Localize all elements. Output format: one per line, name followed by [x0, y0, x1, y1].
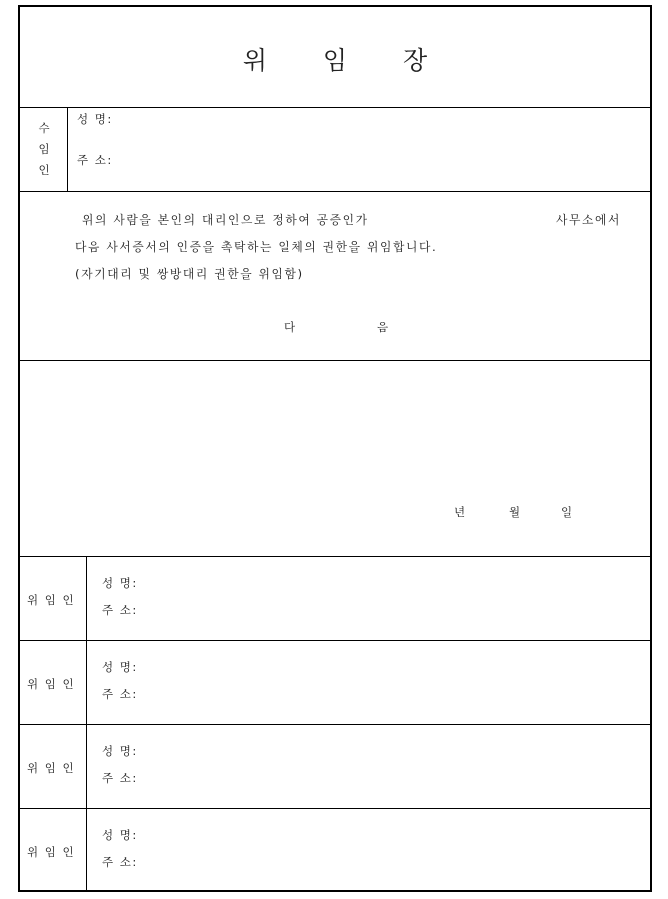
body-line-1: 위의 사람을 본인의 대리인으로 정하여 공증인가 — [82, 213, 369, 227]
delegator-1-address-label: 주 소: — [102, 603, 138, 617]
power-of-attorney-form — [18, 5, 652, 892]
body-line-3: (자기대리 및 쌍방대리 권한을 위임함) — [75, 267, 304, 281]
delegator-3-address-label: 주 소: — [102, 771, 138, 785]
delegator-3-name-label: 성 명: — [102, 744, 138, 758]
page-title — [20, 41, 650, 77]
next-heading-char-2: 음 — [377, 320, 390, 334]
divider — [20, 808, 650, 809]
next-heading-char-1: 다 — [284, 320, 297, 334]
divider — [20, 640, 650, 641]
title-char-3: 장 — [403, 46, 428, 75]
delegator-2-name-label: 성 명: — [102, 660, 138, 674]
date-day-label: 일 — [561, 505, 574, 519]
delegator-4-label: 위 임 인 — [27, 845, 76, 859]
body-line-1-office: 사무소에서 — [556, 213, 621, 227]
divider — [20, 107, 650, 108]
delegator-2-label: 위 임 인 — [27, 677, 76, 691]
divider — [20, 556, 650, 557]
delegator-2-address-label: 주 소: — [102, 687, 138, 701]
recipient-label-char-2: 임 — [38, 142, 50, 156]
date-month-label: 월 — [509, 505, 522, 519]
title-char-2: 임 — [322, 46, 348, 75]
body-line-2: 다음 사서증서의 인증을 촉탁하는 일체의 권한을 위임합니다. — [75, 240, 438, 254]
delegator-3-label: 위 임 인 — [27, 761, 76, 775]
recipient-label-char-1: 수 — [38, 121, 50, 135]
delegator-4-address-label: 주 소: — [102, 855, 138, 869]
date-year-label: 년 — [454, 505, 467, 519]
delegator-4-name-label: 성 명: — [102, 828, 138, 842]
recipient-label-char-3: 인 — [38, 163, 50, 177]
divider — [67, 107, 68, 191]
delegator-1-name-label: 성 명: — [102, 576, 138, 590]
delegator-1-label: 위 임 인 — [27, 593, 76, 607]
recipient-name-label: 성 명: — [77, 112, 113, 126]
divider — [20, 360, 650, 361]
divider — [20, 191, 650, 192]
title-char-1: 위 — [242, 46, 267, 75]
recipient-address-label: 주 소: — [77, 153, 113, 167]
divider — [20, 724, 650, 725]
